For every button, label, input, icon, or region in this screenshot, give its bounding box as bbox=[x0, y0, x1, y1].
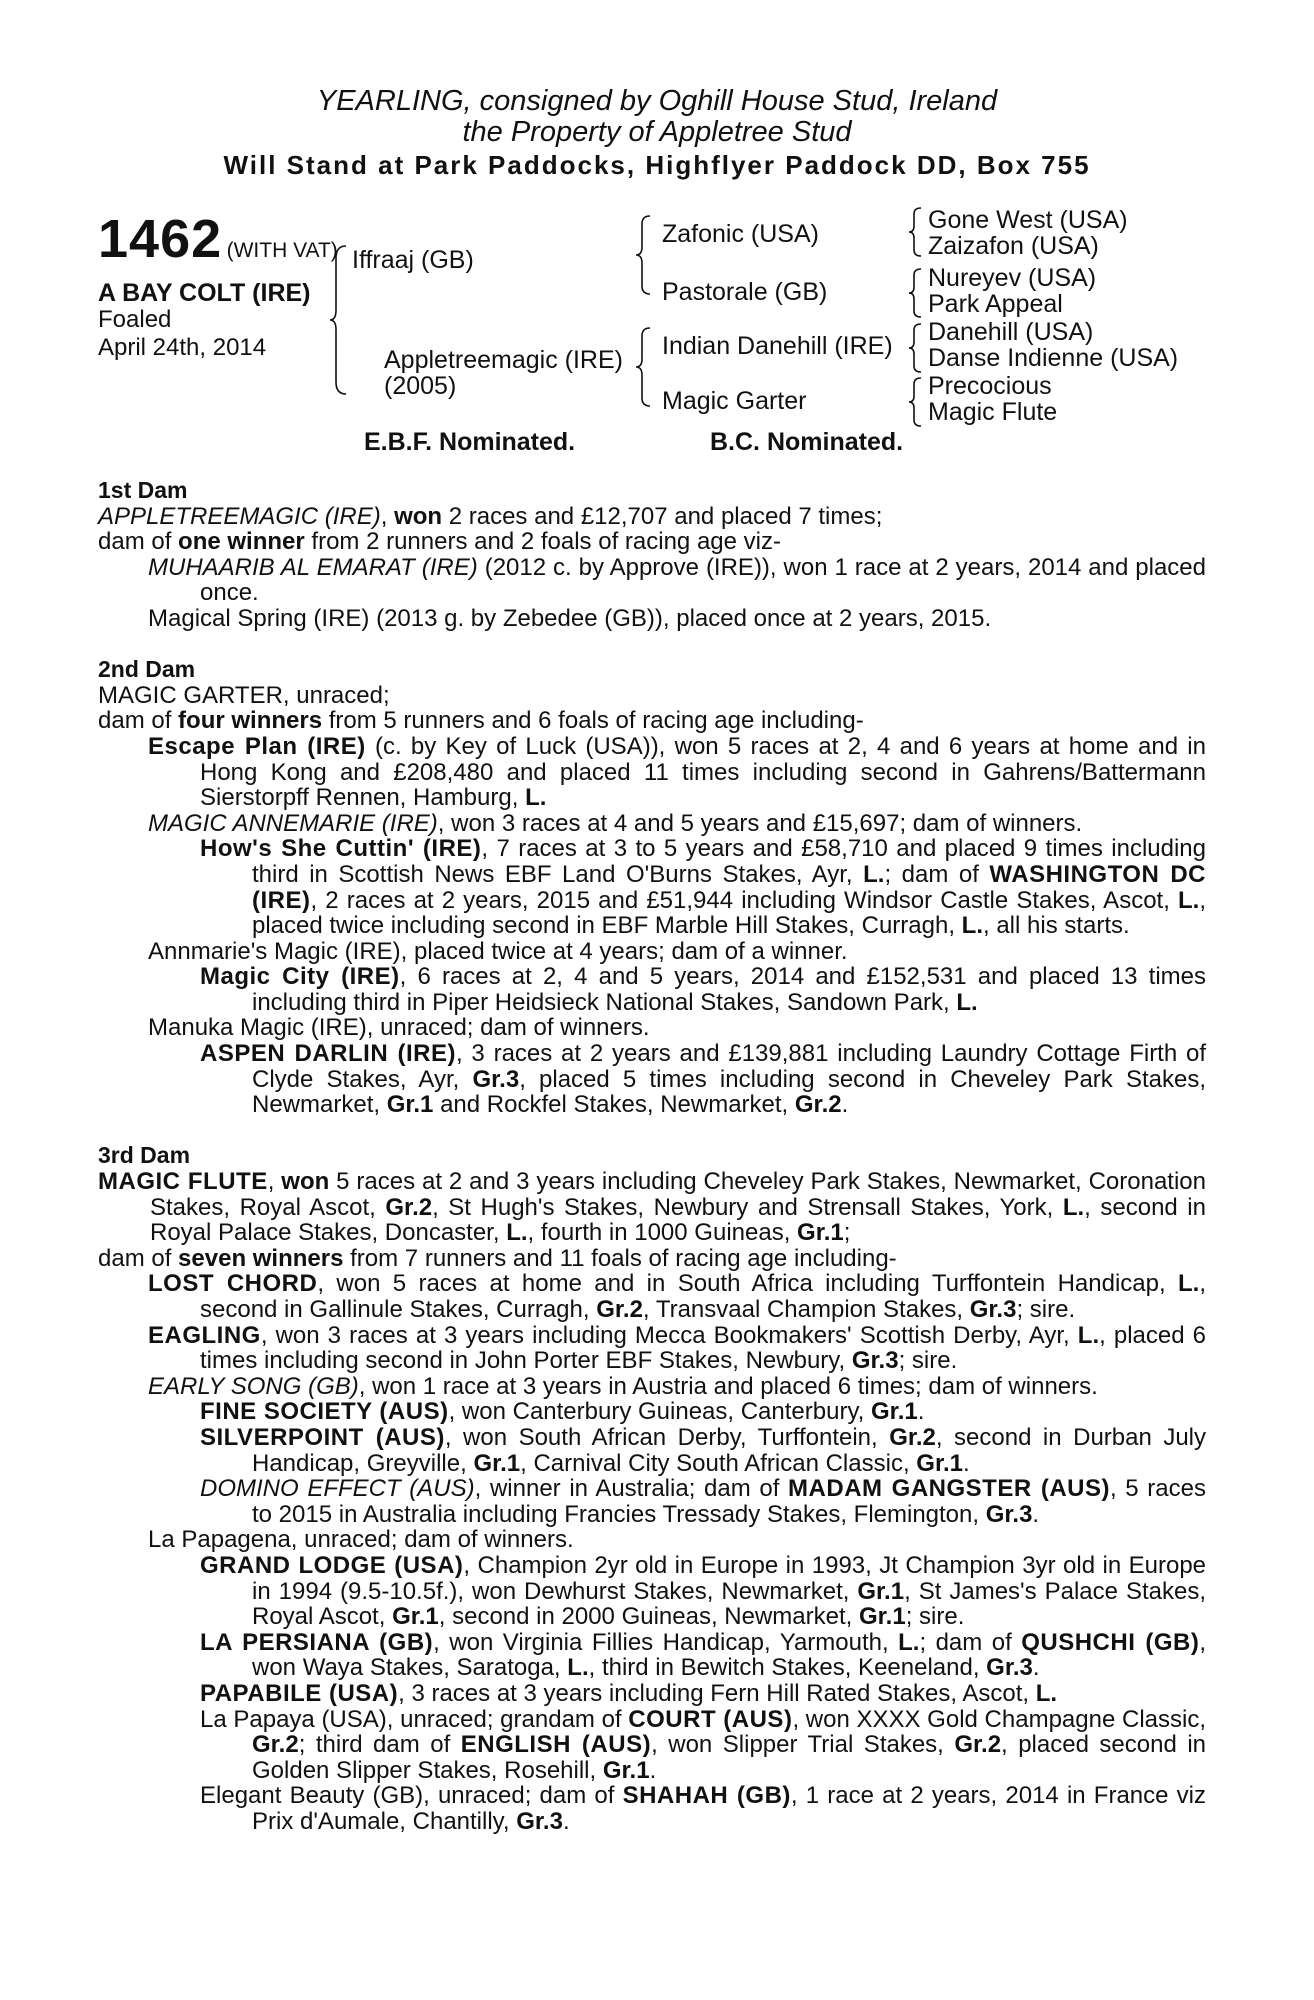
second-dam-heading: 2nd Dam bbox=[98, 656, 196, 683]
ebf-nominated: E.B.F. Nominated. bbox=[364, 428, 576, 456]
third-dam-entry-silverpoint: SILVERPOINT (AUS), won South African Derby, Turffontein, Gr.2, second in Durban July Handicap, Greyville, Gr.1, Carnival City South African Classic, Gr.1. bbox=[200, 1423, 1206, 1477]
third-dam-entry-la-persiana: LA PERSIANA (GB), won Virginia Fillies Handicap, Yarmouth, L.; dam of QUSHCHI (GB), won Waya Stakes, Saratoga, L., third in Bewitch Stakes, Keeneland, Gr.3. bbox=[200, 1628, 1207, 1682]
third-dam-heading: 3rd Dam bbox=[98, 1142, 191, 1169]
second-dam-entry-4: Annmarie's Magic (IRE), placed twice at 4 years; dam of a winner. bbox=[148, 937, 848, 965]
ds-dam-name: Danse Indienne (USA) bbox=[928, 344, 1179, 372]
pedigree-brace-dam bbox=[634, 326, 654, 408]
catalogue-header bbox=[0, 86, 1314, 182]
ss-sire-name: Gone West (USA) bbox=[928, 206, 1128, 234]
third-dam-entry-fine-society: FINE SOCIETY (AUS), won Canterbury Guineas, Canterbury, Gr.1. bbox=[200, 1398, 925, 1426]
foaled-label: Foaled bbox=[98, 306, 172, 333]
first-dam-won: won bbox=[394, 502, 443, 530]
sire-dam-name: Pastorale (GB) bbox=[662, 278, 828, 306]
dd-sire-name: Precocious bbox=[928, 372, 1052, 400]
lot-description: A BAY COLT (IRE) bbox=[98, 279, 311, 307]
lot-number-line bbox=[98, 208, 338, 270]
ss-dam-name: Zaizafon (USA) bbox=[928, 232, 1099, 260]
third-dam-entry-eagling: EAGLING, won 3 races at 3 years including Mecca Bookmakers' Scottish Derby, Ayr, L., placed 6 times including second in John Porter EBF Stakes, Newbury, Gr.3; sire. bbox=[148, 1321, 1207, 1375]
pedigree-brace-4 bbox=[907, 376, 925, 428]
first-dam-heading: 1st Dam bbox=[98, 477, 188, 503]
third-dam-entry-papabile: PAPABILE (USA), 3 races at 3 years including Fern Hill Rated Stakes, Ascot, L. bbox=[200, 1679, 1058, 1707]
bc-nominated: B.C. Nominated. bbox=[710, 428, 904, 456]
dam-dam-name: Magic Garter bbox=[662, 387, 807, 415]
third-dam-record: MAGIC FLUTE, won 5 races at 2 and 3 years including Cheveley Park Stakes, Newmarket, Coronation Stakes, Royal Ascot, Gr.2, St Hugh's Stakes, Newbury and Strensall Stakes, York, L., second in Royal Palace Stakes, Doncaster, L., fourth in 1000 Guineas, Gr.1; bbox=[98, 1168, 1206, 1247]
first-dam-progeny-1: MUHAARIB AL EMARAT (IRE) (2012 c. by Approve (IRE)), won 1 race at 2 years, 2014 and placed once. bbox=[148, 553, 1207, 607]
second-dam-entry-2: MAGIC ANNEMARIE (IRE), won 3 races at 4 and 5 years and £15,697; dam of winners. bbox=[148, 809, 1083, 837]
lot-number: 1462 bbox=[98, 209, 223, 269]
second-dam-entry-7: ASPEN DARLIN (IRE), 3 races at 2 years and £139,881 including Laundry Cottage Firth of Clyde Stakes, Ayr, Gr.3, placed 5 times including second in Cheveley Park Stakes, Newmarket, Gr.1 and Rockfel Stakes, Newmarket, Gr.2. bbox=[200, 1040, 1207, 1119]
header-property: the Property of Appletree Stud bbox=[462, 116, 852, 148]
sd-dam-name: Park Appeal bbox=[928, 290, 1063, 318]
third-dam-entry-early-song: EARLY SONG (GB), won 1 race at 3 years in Austria and placed 6 times; dam of winners. bbox=[148, 1372, 1098, 1400]
second-dam-entry-6: Manuka Magic (IRE), unraced; dam of winners. bbox=[148, 1014, 650, 1042]
pedigree-brace-main bbox=[330, 244, 350, 396]
sd-sire-name: Nureyev (USA) bbox=[928, 264, 1097, 292]
dd-dam-name: Magic Flute bbox=[928, 398, 1058, 426]
pedigree-brace-3 bbox=[907, 322, 925, 374]
first-dam-progeny-2: Magical Spring (IRE) (2013 g. by Zebedee (GB)), placed once at 2 years, 2015. bbox=[148, 604, 992, 632]
vat-label: (WITH VAT) bbox=[226, 239, 338, 262]
ds-sire-name: Danehill (USA) bbox=[928, 318, 1094, 346]
pedigree-brace-1 bbox=[907, 206, 925, 258]
sire-name: Iffraaj (GB) bbox=[352, 246, 474, 274]
dam-sire-name: Indian Danehill (IRE) bbox=[662, 332, 893, 360]
third-dam-entry-grand-lodge: GRAND LODGE (USA), Champion 2yr old in Europe in 1993, Jt Champion 3yr old in Europe in 1994 (9.5-10.5f.), won Dewhurst Stakes, Newmarket, Gr.1, St James's Palace Stakes, Royal Ascot, Gr.1, second in 2000 Guineas, Newmarket, Gr.1; sire. bbox=[200, 1551, 1207, 1631]
dam-year: (2005) bbox=[384, 372, 457, 400]
first-dam-record: APPLETREEMAGIC (IRE), won 2 races and £12,707 and placed 7 times; bbox=[98, 502, 883, 530]
second-dam-entry-5: Magic City (IRE), 6 races at 2, 4 and 5 years, 2014 and £152,531 and placed 13 times including third in Piper Heidsieck National Stakes, Sandown Park, L. bbox=[200, 963, 1206, 1016]
pedigree-notes bbox=[98, 478, 1206, 1834]
header-location: Will Stand at Park Paddocks, Highflyer Paddock DD, Box 755 bbox=[223, 150, 1091, 180]
second-dam-entry-3: How's She Cuttin' (IRE), 7 races at 3 to 5 years and £58,710 and placed 9 times including third in Scottish News EBF Land O'Burns Stakes, Ayr, L.; dam of WASHINGTON DC (IRE), 2 races at 2 years, 2015 and £51,944 including Windsor Castle Stakes, Ascot, L., placed twice including second in EBF Marble Hill Stakes, Curragh, L., all his starts. bbox=[200, 835, 1207, 940]
second-dam-produce: dam of four winners from 5 runners and 6 foals of racing age including- bbox=[98, 707, 864, 735]
first-dam-produce: dam of one winner from 2 runners and 2 foals of racing age viz- bbox=[98, 528, 781, 556]
header-consignor: YEARLING, consigned by Oghill House Stud, Ireland bbox=[316, 85, 998, 117]
third-dam-entry-la-papaya: La Papaya (USA), unraced; grandam of COURT (AUS), won XXXX Gold Champagne Classic, Gr.2; third dam of ENGLISH (AUS), won Slipper Trial Stakes, Gr.2, placed second in Golden Slipper Stakes, Rosehill, Gr.1. bbox=[200, 1705, 1206, 1784]
pedigree-brace-2 bbox=[907, 267, 925, 319]
dam-name: Appletreemagic (IRE) bbox=[384, 346, 623, 374]
third-dam-entry-la-papagena: La Papagena, unraced; dam of winners. bbox=[148, 1526, 574, 1554]
first-dam-name: APPLETREEMAGIC (IRE) bbox=[98, 502, 381, 530]
foaled-date: April 24th, 2014 bbox=[98, 334, 267, 361]
second-dam-entry-1: Escape Plan (IRE) (c. by Key of Luck (USA)), won 5 races at 2, 4 and 6 years at home and in Hong Kong and £208,480 and placed 11 times including second in Gahrens/Battermann Sierstorpff Rennen, Hamburg, L. bbox=[148, 732, 1206, 812]
third-dam-entry-lost-chord: LOST CHORD, won 5 races at home and in South Africa including Turffontein Handicap, L., second in Gallinule Stakes, Curragh, Gr.2, Transvaal Champion Stakes, Gr.3; sire. bbox=[148, 1270, 1206, 1323]
third-dam-entry-elegant-beauty: Elegant Beauty (GB), unraced; dam of SHAHAH (GB), 1 race at 2 years, 2014 in France viz Prix d'Aumale, Chantilly, Gr.3. bbox=[200, 1782, 1206, 1835]
third-dam-produce: dam of seven winners from 7 runners and 11 foals of racing age including- bbox=[98, 1244, 897, 1272]
sire-sire-name: Zafonic (USA) bbox=[662, 220, 819, 248]
third-dam-entry-domino-effect: DOMINO EFFECT (AUS), winner in Australia; dam of MADAM GANGSTER (AUS), 5 races to 2015 in Australia including Francies Tressady Stakes, Flemington, Gr.3. bbox=[200, 1475, 1206, 1528]
pedigree-brace-sire bbox=[634, 214, 654, 296]
second-dam-record: MAGIC GARTER, unraced; bbox=[98, 681, 390, 709]
